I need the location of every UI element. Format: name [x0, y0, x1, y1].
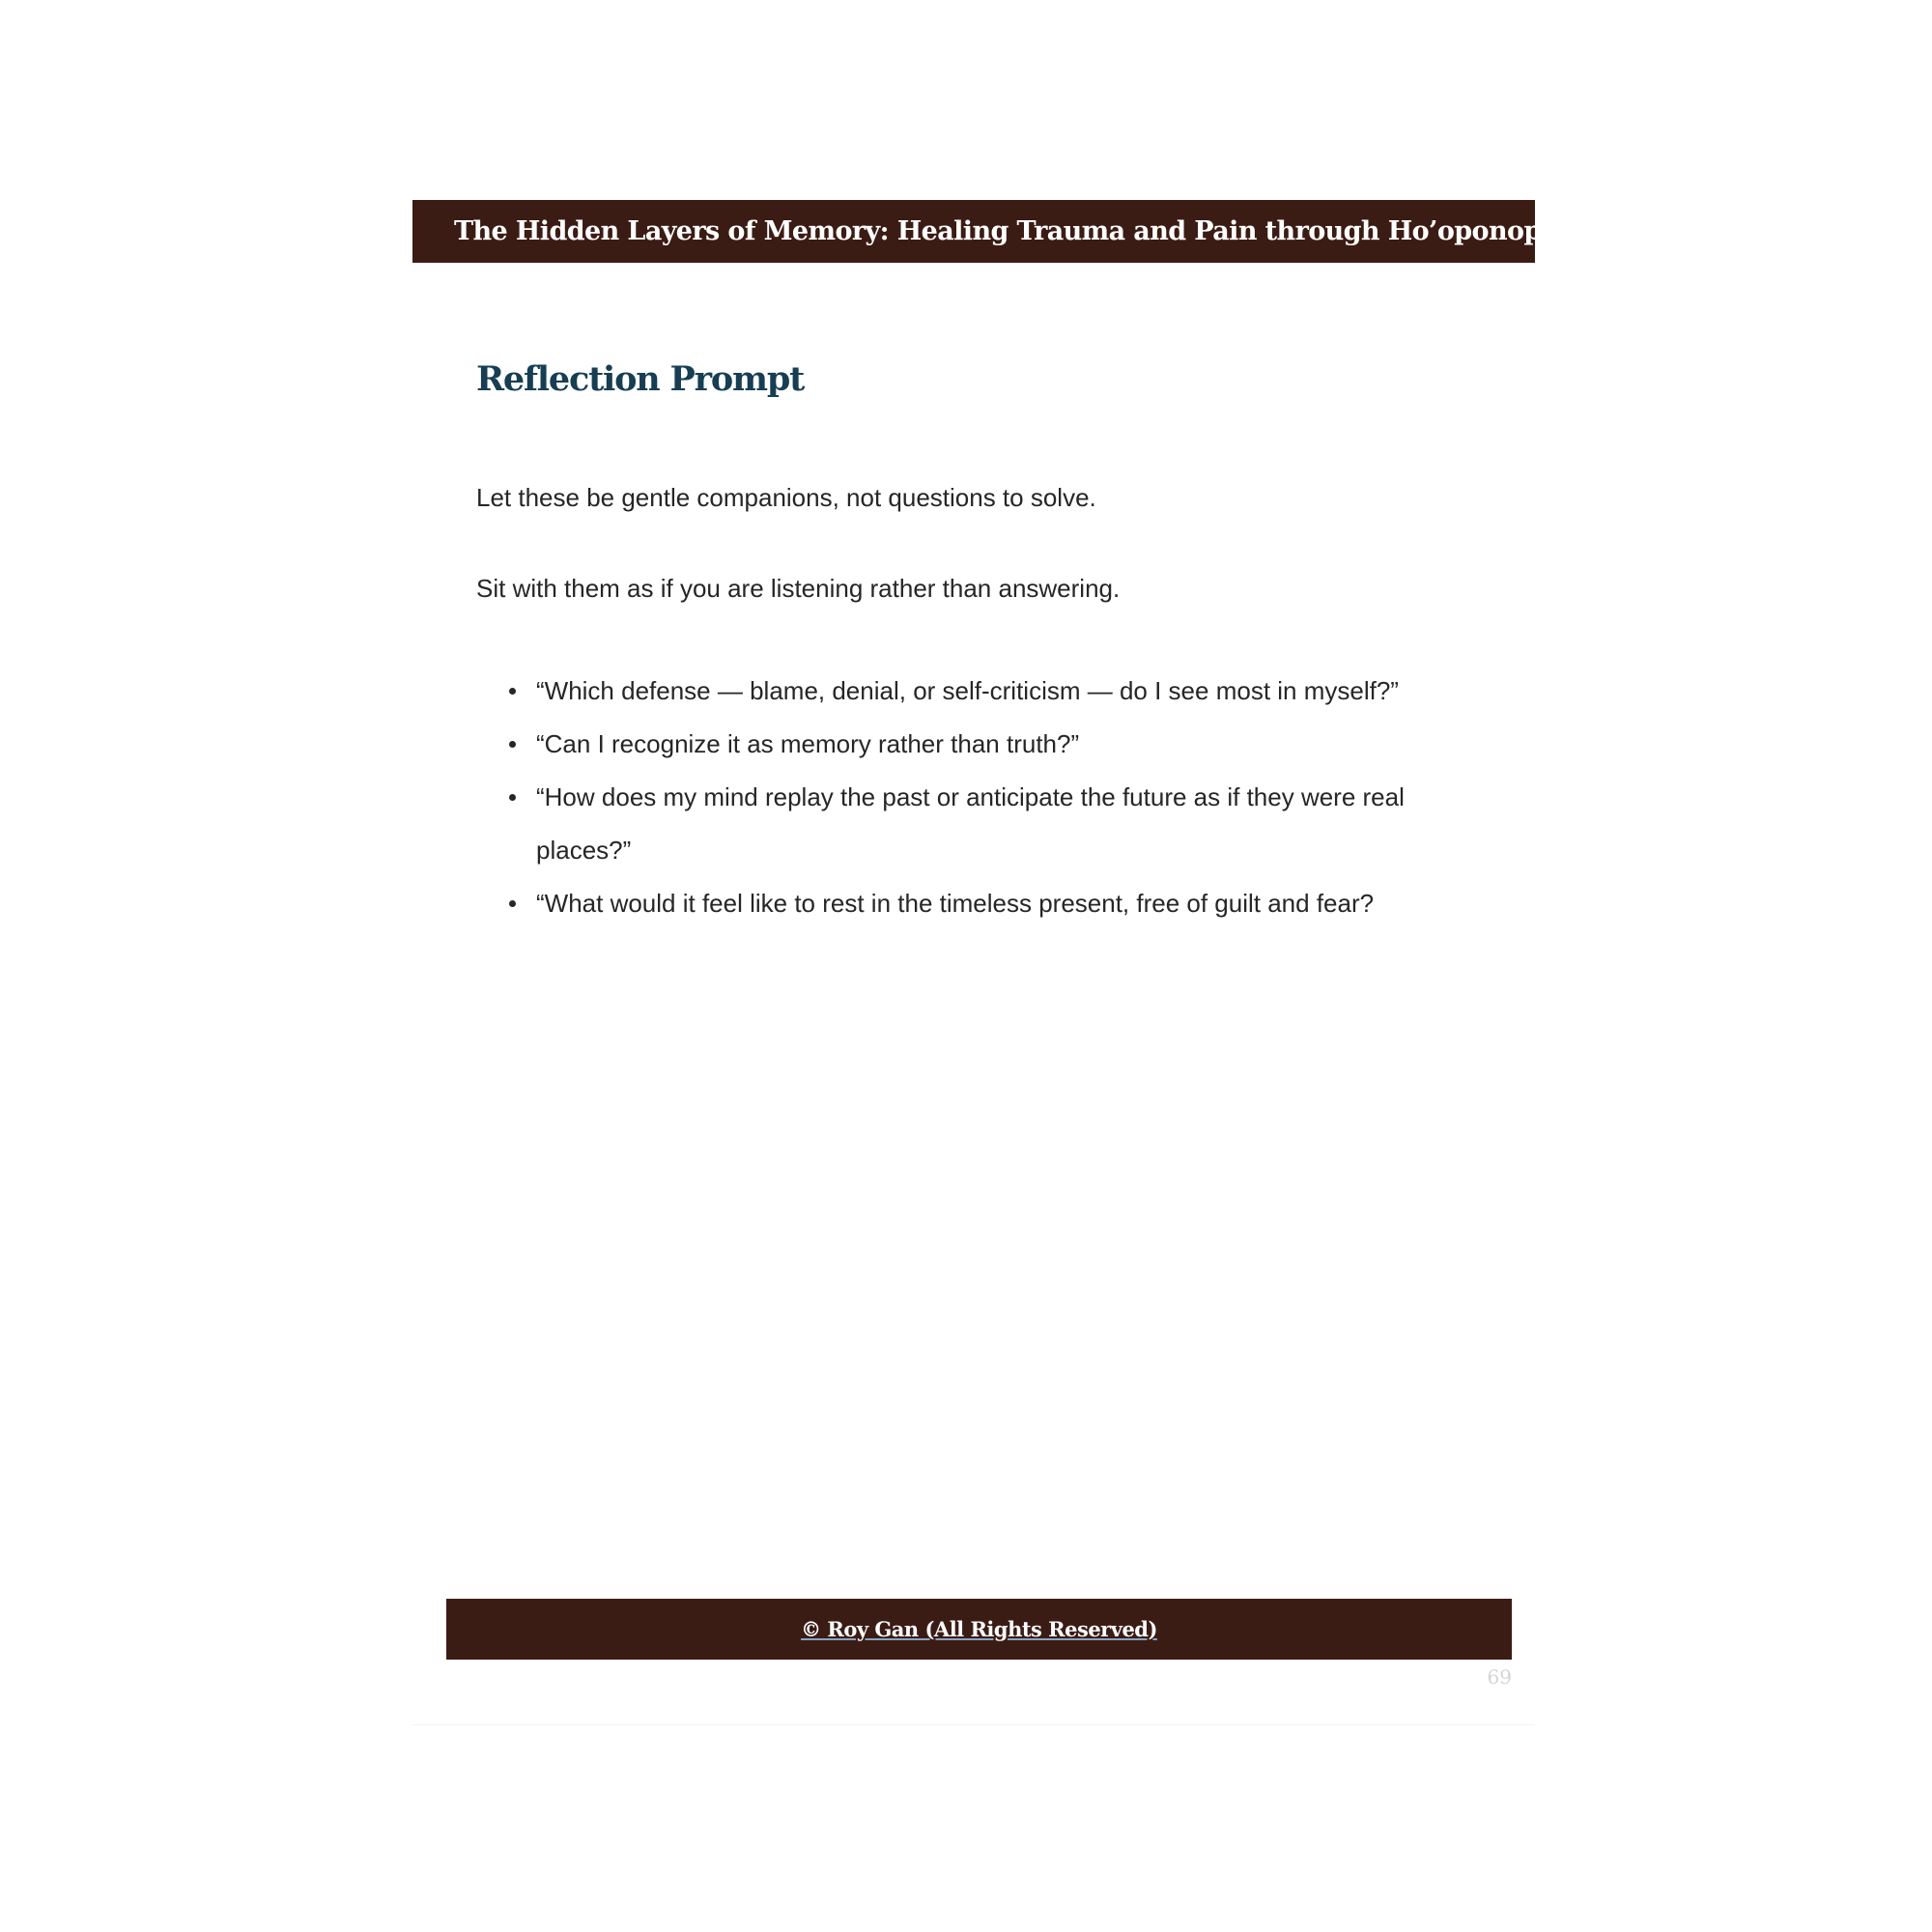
- page-divider: [412, 1724, 1535, 1725]
- copyright-link[interactable]: © Roy Gan (All Rights Reserved): [801, 1617, 1157, 1641]
- prompt-text: “Which defense — blame, denial, or self-criticism — do I see most in myself?”: [536, 676, 1399, 705]
- list-item: [476, 771, 1500, 877]
- prompt-text: “Can I recognize it as memory rather than truth?”: [536, 729, 1080, 758]
- reflection-prompt-list: [476, 665, 1500, 930]
- intro-paragraph: Let these be gentle companions, not questions to solve.: [476, 483, 1096, 512]
- bullet-icon: [509, 900, 516, 907]
- bullet-icon: [509, 688, 516, 695]
- header-title: The Hidden Layers of Memory: Healing Trauma and Pain through Ho’oponopono: [454, 216, 1594, 246]
- header-bar: [412, 200, 1594, 263]
- section-title: Reflection Prompt: [476, 359, 805, 399]
- instruction-paragraph: Sit with them as if you are listening rather than answering.: [476, 574, 1121, 603]
- list-item: [476, 877, 1500, 930]
- bullet-icon: [509, 794, 516, 801]
- list-item: [476, 718, 1500, 771]
- document-page: [412, 0, 1594, 1725]
- list-item: [476, 665, 1500, 718]
- footer-bar: [446, 1599, 1512, 1660]
- bullet-icon: [509, 741, 516, 748]
- prompt-text: “How does my mind replay the past or anticipate the future as if they were real places?”: [536, 782, 1405, 865]
- page-number: 69: [1487, 1665, 1512, 1689]
- prompt-text: “What would it feel like to rest in the timeless present, free of guilt and fear?: [536, 889, 1375, 918]
